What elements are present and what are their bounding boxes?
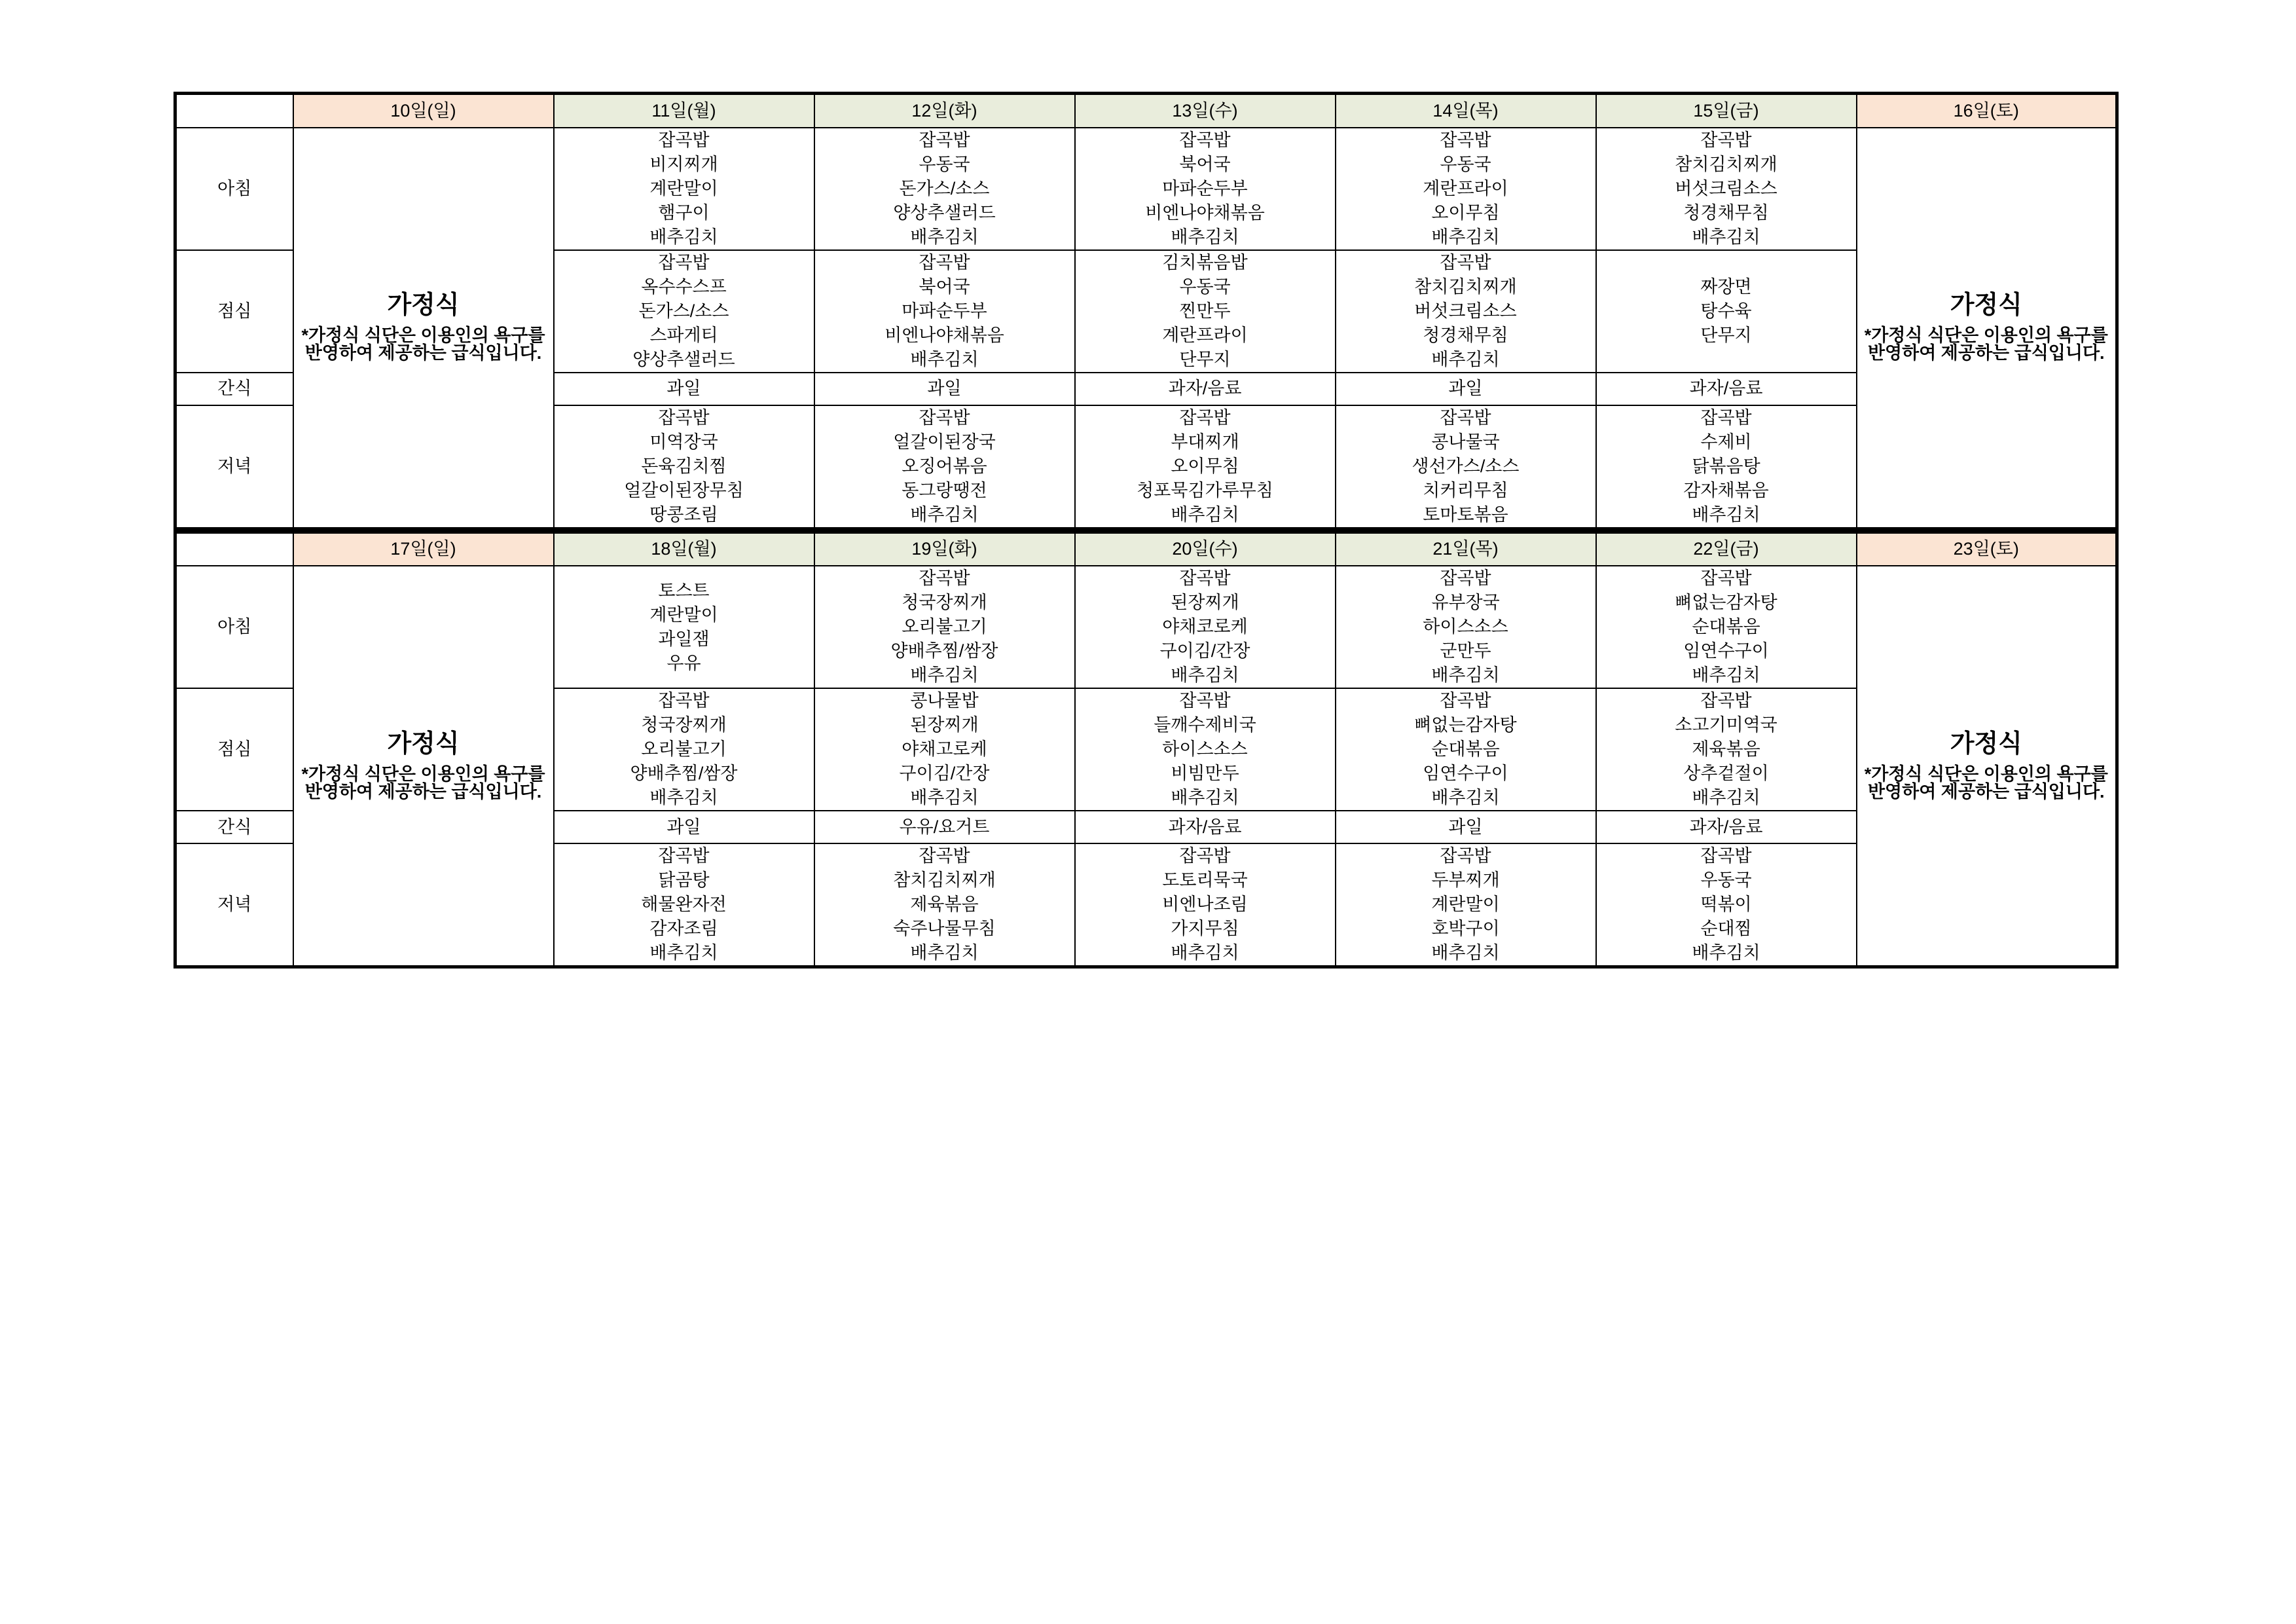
- dish-item: 배추김치: [910, 504, 979, 525]
- menu-cell-lunch-monday: [554, 250, 814, 373]
- dish-item: 호박구이: [1431, 919, 1500, 938]
- menu-cell-dinner-monday: [554, 405, 814, 529]
- dish-item: 배추김치: [910, 227, 979, 247]
- home-meal-cell-sunday: [293, 566, 554, 967]
- dish-item: 돈육김치찜: [641, 456, 727, 476]
- meal-table-week-1: [173, 92, 2119, 530]
- dish-item: 배추김치: [1171, 788, 1239, 807]
- dish-item: 잡곡밥: [1440, 407, 1491, 428]
- menu-cell-lunch-wednesday: [1075, 688, 1336, 811]
- meal-plan-sheet: [173, 92, 2118, 969]
- menu-cell-dinner-wednesday: [1075, 843, 1336, 967]
- day-header-saturday: 16일(토): [1857, 94, 2117, 128]
- home-meal-note: *가정식 식단은 이용인의 욕구를 반영하여 제공하는 급식입니다.: [301, 764, 545, 802]
- menu-cell-breakfast-wednesday: [1075, 566, 1336, 688]
- dish-item: 배추김치: [910, 943, 979, 963]
- dish-item: 군만두: [1440, 641, 1491, 661]
- dish-item: 잡곡밥: [919, 846, 970, 866]
- menu-cell-dinner-monday: [554, 843, 814, 967]
- menu-cell-snack-wednesday: 과자/음료: [1075, 811, 1336, 843]
- home-meal-cell-sunday: [293, 128, 554, 529]
- menu-cell-dinner-wednesday: [1075, 405, 1336, 529]
- dish-item: 순대볶음: [1431, 739, 1500, 759]
- dish-item: 두부찌개: [1431, 870, 1500, 890]
- dish-item: 잡곡밥: [1440, 846, 1491, 866]
- menu-cell-breakfast-tuesday: [814, 128, 1075, 250]
- menu-cell-snack-tuesday: 우유/요거트: [814, 811, 1075, 843]
- menu-cell-snack-thursday: 과일: [1336, 811, 1596, 843]
- day-header-thursday: 14일(목): [1336, 94, 1596, 128]
- home-meal-note: *가정식 식단은 이용인의 욕구를 반영하여 제공하는 급식입니다.: [1864, 764, 2108, 802]
- day-header-thursday: 21일(목): [1336, 532, 1596, 566]
- dish-item: 순대볶음: [1692, 617, 1760, 637]
- dish-item: 배추김치: [1692, 504, 1760, 525]
- meal-label-snack: 간식: [175, 373, 293, 405]
- dish-item: 비빔만두: [1171, 764, 1239, 783]
- dish-item: 동그랑땡전: [902, 480, 987, 500]
- menu-cell-lunch-monday: [554, 688, 814, 811]
- meal-label-lunch: 점심: [175, 250, 293, 373]
- dish-item: 소고기미역국: [1675, 715, 1777, 735]
- meal-label-snack: 간식: [175, 811, 293, 843]
- dish-item: 배추김치: [1692, 943, 1760, 963]
- dish-item: 잡곡밥: [1440, 568, 1491, 588]
- dish-item: 땅콩조림: [649, 504, 718, 525]
- dish-item: 토마토볶음: [1423, 504, 1508, 525]
- day-header-friday: 22일(금): [1596, 532, 1857, 566]
- dish-item: 잡곡밥: [1179, 130, 1231, 150]
- menu-cell-lunch-friday: [1596, 250, 1857, 373]
- dish-item: 잡곡밥: [1700, 691, 1752, 710]
- menu-cell-breakfast-monday: [554, 128, 814, 250]
- dish-item: 치커리무침: [1423, 480, 1508, 500]
- day-header-sunday: 17일(일): [293, 532, 554, 566]
- dish-item: 잡곡밥: [658, 691, 710, 710]
- dish-item: 배추김치: [1431, 788, 1500, 807]
- dish-item: 배추김치: [910, 788, 979, 807]
- meal-table-week-2: [173, 530, 2119, 969]
- menu-cell-snack-thursday: 과일: [1336, 373, 1596, 405]
- dish-item: 청국장찌개: [902, 593, 987, 612]
- home-meal-note: *가정식 식단은 이용인의 욕구를 반영하여 제공하는 급식입니다.: [1864, 325, 2108, 363]
- dish-item: 배추김치: [1431, 943, 1500, 963]
- menu-cell-lunch-friday: [1596, 688, 1857, 811]
- dish-item: 옥수수스프: [641, 276, 727, 297]
- home-meal-title: 가정식: [1950, 729, 2022, 758]
- dish-item: 상추겉절이: [1683, 764, 1769, 783]
- dish-item: 잡곡밥: [1440, 130, 1491, 150]
- table-header-row-week-1: [175, 94, 2117, 128]
- home-meal-cell-saturday: [1857, 128, 2117, 529]
- home-meal-note: *가정식 식단은 이용인의 욕구를 반영하여 제공하는 급식입니다.: [301, 325, 545, 363]
- dish-item: 우유: [666, 653, 701, 673]
- dish-item: 잡곡밥: [919, 130, 970, 150]
- menu-cell-breakfast-monday: [554, 566, 814, 688]
- dish-item: 참치김치찌개: [893, 870, 996, 890]
- dish-item: 참치김치찌개: [1675, 154, 1777, 174]
- dish-item: 비지찌개: [649, 154, 718, 174]
- meal-label-breakfast: 아침: [175, 566, 293, 688]
- dish-item: 양상추샐러드: [632, 349, 735, 369]
- menu-cell-breakfast-thursday: [1336, 566, 1596, 688]
- dish-item: 김치볶음밥: [1162, 252, 1248, 272]
- dish-item: 청경채무침: [1423, 325, 1508, 345]
- dish-item: 하이스소스: [1423, 617, 1508, 637]
- dish-item: 배추김치: [1431, 349, 1500, 369]
- dish-item: 오이무침: [1171, 456, 1239, 476]
- table-row: [175, 566, 2117, 688]
- dish-item: 청경채무침: [1683, 202, 1769, 223]
- dish-item: 숙주나물무침: [893, 919, 996, 938]
- dish-item: 북어국: [1179, 154, 1231, 174]
- table-header-row-week-2: [175, 532, 2117, 566]
- dish-item: 생선가스/소스: [1412, 456, 1520, 476]
- dish-item: 비엔나조림: [1162, 895, 1248, 914]
- dish-item: 잡곡밥: [1700, 846, 1752, 866]
- menu-cell-snack-wednesday: 과자/음료: [1075, 373, 1336, 405]
- dish-item: 양배추찜/쌈장: [890, 641, 998, 661]
- day-header-wednesday: 20일(수): [1075, 532, 1336, 566]
- dish-item: 배추김치: [910, 349, 979, 369]
- dish-item: 계란프라이: [1423, 178, 1508, 198]
- menu-cell-snack-friday: 과자/음료: [1596, 811, 1857, 843]
- dish-item: 야채고로케: [902, 739, 987, 759]
- dish-item: 해물완자전: [641, 895, 727, 914]
- dish-item: 양배추찜/쌈장: [630, 764, 738, 783]
- dish-item: 얼갈이된장국: [893, 432, 996, 452]
- dish-item: 양상추샐러드: [893, 202, 996, 223]
- dish-item: 뼈없는감자탕: [1414, 715, 1517, 735]
- dish-item: 잡곡밥: [1179, 846, 1231, 866]
- dish-item: 오징어볶음: [902, 456, 987, 476]
- menu-cell-snack-tuesday: 과일: [814, 373, 1075, 405]
- dish-item: 우동국: [1700, 870, 1752, 890]
- menu-cell-dinner-friday: [1596, 405, 1857, 529]
- dish-item: 단무지: [1179, 349, 1231, 369]
- dish-item: 미역장국: [649, 432, 718, 452]
- table-row: [175, 128, 2117, 250]
- dish-item: 감자조림: [649, 919, 718, 938]
- home-meal-title: 가정식: [387, 729, 460, 758]
- dish-item: 참치김치찌개: [1414, 276, 1517, 297]
- menu-cell-lunch-wednesday: [1075, 250, 1336, 373]
- dish-item: 잡곡밥: [919, 252, 970, 272]
- menu-cell-dinner-friday: [1596, 843, 1857, 967]
- dish-item: 순대찜: [1700, 919, 1752, 938]
- dish-item: 잡곡밥: [658, 407, 710, 428]
- dish-item: 잡곡밥: [1440, 252, 1491, 272]
- dish-item: 배추김치: [1171, 665, 1239, 685]
- dish-item: 짜장면: [1700, 276, 1752, 297]
- dish-item: 청포묵김가루무침: [1137, 480, 1273, 500]
- day-header-tuesday: 19일(화): [814, 532, 1075, 566]
- dish-item: 잡곡밥: [1700, 407, 1752, 428]
- dish-item: 스파게티: [649, 325, 718, 345]
- dish-item: 야채코로케: [1162, 617, 1248, 637]
- menu-cell-snack-monday: 과일: [554, 373, 814, 405]
- dish-item: 돈가스/소스: [638, 301, 729, 321]
- dish-item: 계란프라이: [1162, 325, 1248, 345]
- menu-cell-dinner-tuesday: [814, 843, 1075, 967]
- dish-item: 잡곡밥: [919, 407, 970, 428]
- dish-item: 감자채볶음: [1683, 480, 1769, 500]
- dish-item: 뼈없는감자탕: [1675, 593, 1777, 612]
- day-header-monday: 11일(월): [554, 94, 814, 128]
- menu-cell-breakfast-tuesday: [814, 566, 1075, 688]
- dish-item: 우동국: [1440, 154, 1491, 174]
- dish-item: 제육볶음: [910, 895, 979, 914]
- dish-item: 임연수구이: [1683, 641, 1769, 661]
- dish-item: 배추김치: [1692, 227, 1760, 247]
- home-meal-title: 가정식: [1950, 291, 2022, 319]
- meal-label-lunch: 점심: [175, 688, 293, 811]
- menu-cell-dinner-thursday: [1336, 843, 1596, 967]
- dish-item: 구이김/간장: [1159, 641, 1250, 661]
- dish-item: 배추김치: [910, 665, 979, 685]
- dish-item: 배추김치: [649, 788, 718, 807]
- dish-item: 잡곡밥: [658, 130, 710, 150]
- day-header-sunday: 10일(일): [293, 94, 554, 128]
- menu-cell-breakfast-friday: [1596, 566, 1857, 688]
- dish-item: 오리불고기: [641, 739, 727, 759]
- dish-item: 잡곡밥: [1179, 407, 1231, 428]
- dish-item: 된장찌개: [910, 715, 979, 735]
- dish-item: 북어국: [919, 276, 970, 297]
- menu-cell-snack-friday: 과자/음료: [1596, 373, 1857, 405]
- dish-item: 배추김치: [649, 943, 718, 963]
- menu-cell-breakfast-thursday: [1336, 128, 1596, 250]
- dish-item: 잡곡밥: [1700, 568, 1752, 588]
- dish-item: 배추김치: [1171, 227, 1239, 247]
- dish-item: 가지무침: [1171, 919, 1239, 938]
- dish-item: 배추김치: [1431, 227, 1500, 247]
- dish-item: 탕수육: [1700, 301, 1752, 321]
- dish-item: 비엔나야채볶음: [1145, 202, 1265, 223]
- dish-item: 배추김치: [1692, 665, 1760, 685]
- menu-cell-lunch-tuesday: [814, 688, 1075, 811]
- dish-item: 잡곡밥: [1179, 691, 1231, 710]
- home-meal-title: 가정식: [387, 291, 460, 319]
- dish-item: 비엔나야채볶음: [884, 325, 1004, 345]
- menu-cell-lunch-tuesday: [814, 250, 1075, 373]
- dish-item: 계란말이: [1431, 895, 1500, 914]
- dish-item: 배추김치: [649, 227, 718, 247]
- day-header-saturday: 23일(토): [1857, 532, 2117, 566]
- day-header-wednesday: 13일(수): [1075, 94, 1336, 128]
- menu-cell-dinner-thursday: [1336, 405, 1596, 529]
- dish-item: 구이김/간장: [899, 764, 990, 783]
- dish-item: 버섯크림소스: [1675, 178, 1777, 198]
- dish-item: 청국장찌개: [641, 715, 727, 735]
- dish-item: 잡곡밥: [658, 252, 710, 272]
- dish-item: 도토리묵국: [1162, 870, 1248, 890]
- dish-item: 닭볶음탕: [1692, 456, 1760, 476]
- dish-item: 햄구이: [658, 202, 710, 223]
- dish-item: 우동국: [919, 154, 970, 174]
- home-meal-cell-saturday: [1857, 566, 2117, 967]
- dish-item: 콩나물국: [1431, 432, 1500, 452]
- menu-cell-lunch-thursday: [1336, 688, 1596, 811]
- dish-item: 수제비: [1700, 432, 1752, 452]
- dish-item: 단무지: [1700, 325, 1752, 345]
- dish-item: 콩나물밥: [910, 691, 979, 710]
- day-header-monday: 18일(월): [554, 532, 814, 566]
- corner-cell: [175, 532, 293, 566]
- dish-item: 제육볶음: [1692, 739, 1760, 759]
- dish-item: 오리불고기: [902, 617, 987, 637]
- dish-item: 들깨수제비국: [1154, 715, 1256, 735]
- dish-item: 하이스소스: [1162, 739, 1248, 759]
- dish-item: 떡볶이: [1700, 895, 1752, 914]
- dish-item: 잡곡밥: [919, 568, 970, 588]
- dish-item: 계란말이: [649, 604, 718, 625]
- dish-item: 배추김치: [1171, 943, 1239, 963]
- meal-label-dinner: 저녁: [175, 405, 293, 529]
- dish-item: 잡곡밥: [1700, 130, 1752, 150]
- menu-cell-breakfast-friday: [1596, 128, 1857, 250]
- dish-item: 과일잼: [658, 629, 710, 649]
- dish-item: 부대찌개: [1171, 432, 1239, 452]
- dish-item: 닭곰탕: [658, 870, 710, 890]
- dish-item: 유부장국: [1431, 593, 1500, 612]
- dish-item: 임연수구이: [1423, 764, 1508, 783]
- meal-label-breakfast: 아침: [175, 128, 293, 250]
- menu-cell-snack-monday: 과일: [554, 811, 814, 843]
- corner-cell: [175, 94, 293, 128]
- dish-item: 찐만두: [1179, 301, 1231, 321]
- dish-item: 계란말이: [649, 178, 718, 198]
- menu-cell-breakfast-wednesday: [1075, 128, 1336, 250]
- dish-item: 우동국: [1179, 276, 1231, 297]
- menu-cell-lunch-thursday: [1336, 250, 1596, 373]
- meal-label-dinner: 저녁: [175, 843, 293, 967]
- dish-item: 버섯크림소스: [1414, 301, 1517, 321]
- dish-item: 된장찌개: [1171, 593, 1239, 612]
- dish-item: 토스트: [658, 580, 710, 600]
- dish-item: 오이무침: [1431, 202, 1500, 223]
- dish-item: 배추김치: [1171, 504, 1239, 525]
- dish-item: 돈가스/소스: [899, 178, 990, 198]
- day-header-tuesday: 12일(화): [814, 94, 1075, 128]
- dish-item: 잡곡밥: [1440, 691, 1491, 710]
- menu-cell-dinner-tuesday: [814, 405, 1075, 529]
- dish-item: 잡곡밥: [658, 846, 710, 866]
- dish-item: 배추김치: [1692, 788, 1760, 807]
- dish-item: 마파순두부: [1162, 178, 1248, 198]
- dish-item: 배추김치: [1431, 665, 1500, 685]
- dish-item: 얼갈이된장무침: [624, 480, 744, 500]
- dish-item: 마파순두부: [902, 301, 987, 321]
- dish-item: 잡곡밥: [1179, 568, 1231, 588]
- day-header-friday: 15일(금): [1596, 94, 1857, 128]
